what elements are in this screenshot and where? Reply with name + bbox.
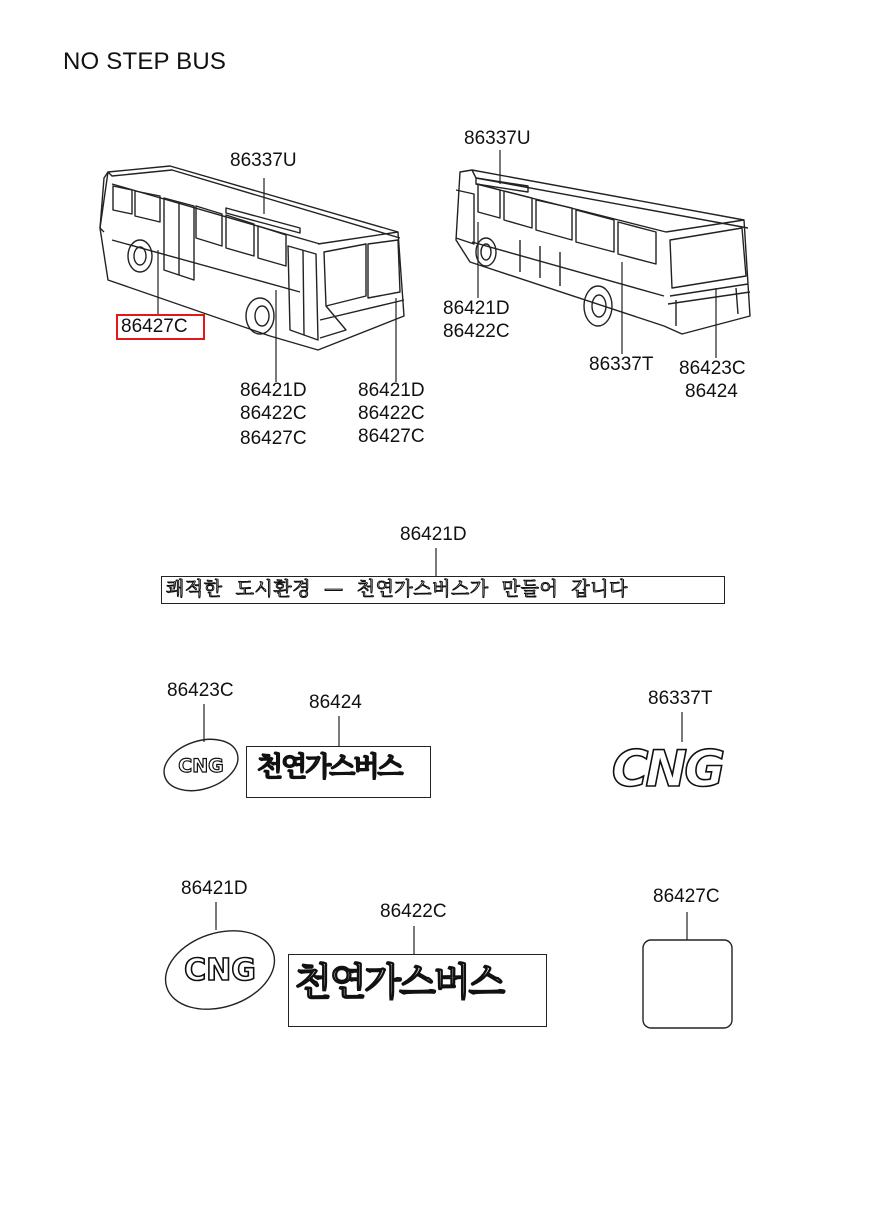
callout-86422C-rear: 86422C (443, 321, 510, 342)
callout-86337U-rear: 86337U (464, 128, 531, 149)
callout-86424-rear: 86424 (685, 381, 738, 402)
callout-86421D-front: 86421D (358, 380, 425, 401)
banner-decal: 쾌적한 도시환경 — 천연가스버스가 만들어 갑니다 (161, 576, 725, 604)
callout-86427C-highlighted[interactable]: 86427C (121, 316, 188, 337)
cng-italic-text: CNG (611, 740, 723, 798)
cng-large-part-label: 86421D (181, 878, 248, 899)
kr-large-decal: 천연가스버스 (288, 954, 547, 1027)
callout-86421D-side: 86421D (240, 380, 307, 401)
kr-small-part-label: 86424 (309, 692, 362, 713)
square-decal (643, 940, 732, 1028)
leader-lines (158, 150, 716, 954)
callout-86337T-rear: 86337T (589, 354, 654, 375)
kr-small-decal: 천연가스버스 (246, 746, 431, 798)
cng-small-text: CNG (178, 755, 224, 777)
callout-86337U-front: 86337U (230, 150, 297, 171)
kr-large-part-label: 86422C (380, 901, 447, 922)
callout-86423C-rear: 86423C (679, 358, 746, 379)
callout-86427C-side: 86427C (240, 428, 307, 449)
banner-part-label: 86421D (400, 524, 467, 545)
cng-small-part-label: 86423C (167, 680, 234, 701)
square-part-label: 86427C (653, 886, 720, 907)
callout-86422C-side: 86422C (240, 403, 307, 424)
callout-86427C-front: 86427C (358, 426, 425, 447)
cng-italic-part-label: 86337T (648, 688, 713, 709)
callout-86422C-front: 86422C (358, 403, 425, 424)
page-title: NO STEP BUS (63, 48, 227, 75)
cng-large-text: CNG (184, 953, 256, 988)
callout-86421D-rear: 86421D (443, 298, 510, 319)
